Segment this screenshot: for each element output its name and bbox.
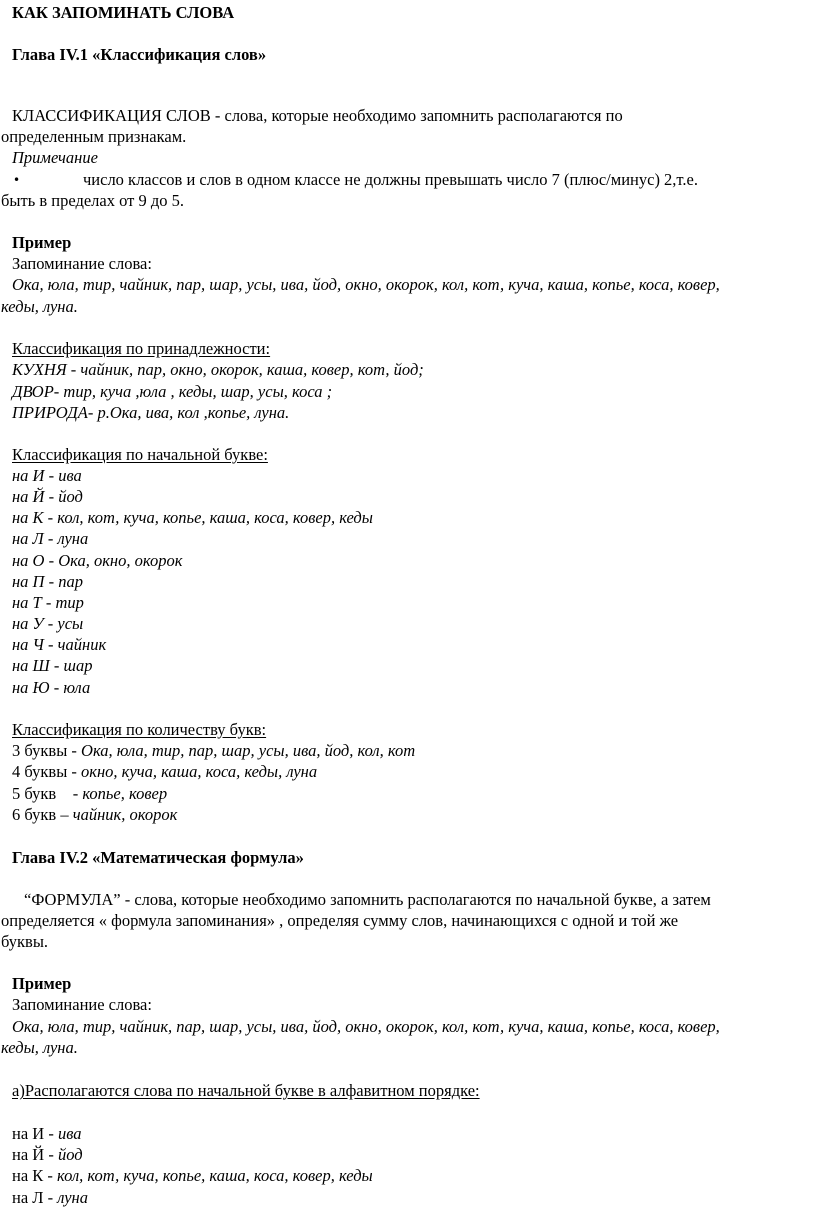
letter-count-label: 3 буквы - [12, 741, 82, 760]
alpha-row [12, 1124, 82, 1144]
document-title: КАК ЗАПОМИНАТЬ СЛОВА [12, 3, 235, 22]
first-letter-line: на О - Ока, окно, окорок [12, 551, 183, 570]
letter-count-words: чайник, окорок [72, 805, 178, 824]
alpha-label: на Й - [12, 1145, 58, 1164]
letter-count-row [12, 741, 415, 761]
ch1-memorize-label: Запоминание слова: [12, 254, 152, 273]
ch1-definition-line-1: КЛАССИФИКАЦИЯ СЛОВ - слова, которые необходимо запомнить располагаются по [12, 106, 623, 125]
alpha-words: кол, кот, куча, копье, каша, коса, ковер, кеды [57, 1166, 373, 1185]
belonging-heading: Классификация по принадлежности: [12, 339, 271, 358]
chapter-2-heading: Глава IV.2 «Математическая формула» [12, 848, 304, 867]
first-letter-line: на К - кол, кот, куча, копье, каша, коса, ковер, кеды [12, 508, 373, 527]
letter-count-row [12, 762, 317, 782]
ch1-words-line-2: кеды, луна. [1, 297, 78, 316]
alpha-words: йод [57, 1145, 83, 1164]
belonging-line: КУХНЯ - чайник, пар, окно, окорок, каша, ковер, кот, йод; [12, 360, 424, 379]
letter-count-row [12, 784, 167, 804]
ch1-words-line-1: Ока, юла, тир, чайник, пар, шар, усы, ива, йод, окно, окорок, кол, кот, куча, каша, копье, коса, ковер, [12, 275, 720, 294]
first-letter-line: на Ш - шар [12, 656, 93, 675]
first-letter-heading: Классификация по начальной букве: [12, 445, 268, 464]
alpha-words: луна [57, 1188, 88, 1207]
ch1-definition-line-2: определенным признакам. [1, 127, 187, 146]
first-letter-line: на Ч - чайник [12, 635, 107, 654]
ch1-note-line-1: число классов и слов в одном классе не должны превышать число 7 (плюс/минус) 2,т.е. [83, 170, 698, 189]
letter-count-heading: Классификация по количеству букв: [12, 720, 267, 739]
first-letter-line: на Л - луна [12, 529, 89, 548]
letter-count-row [12, 805, 177, 825]
alpha-row [12, 1145, 83, 1165]
letter-count-words: копье, ковер [82, 784, 168, 803]
ch1-note-label: Примечание [12, 148, 98, 167]
first-letter-line: на У - усы [12, 614, 84, 633]
alpha-words: ива [57, 1124, 82, 1143]
chapter-1-heading: Глава IV.1 «Классификация слов» [12, 45, 267, 64]
first-letter-line: на Й - йод [12, 487, 83, 506]
bullet-icon: • [13, 173, 21, 187]
first-letter-line: на Т - тир [12, 593, 84, 612]
ch1-example-label: Пример [12, 233, 72, 252]
alphabetical-heading: а)Располагаются слова по начальной букве в алфавитном порядке: [12, 1081, 480, 1100]
ch2-definition-line-2: определяется « формула запоминания» , определяя сумму слов, начинающихся с одной и той же [1, 911, 679, 930]
letter-count-label: 5 букв - [12, 784, 83, 803]
ch2-definition-line-1: “ФОРМУЛА” - слова, которые необходимо запомнить располагаются по начальной букве, а затем [24, 890, 711, 909]
first-letter-line: на П - пар [12, 572, 83, 591]
ch1-note-line-2: быть в пределах от 9 до 5. [1, 191, 184, 210]
ch2-words-line-1: Ока, юла, тир, чайник, пар, шар, усы, ива, йод, окно, окорок, кол, кот, куча, каша, копье, коса, ковер, [12, 1017, 720, 1036]
letter-count-words: окно, куча, каша, коса, кеды, луна [81, 762, 318, 781]
belonging-line: ДВОР- тир, куча ,юла , кеды, шар, усы, коса ; [12, 382, 333, 401]
letter-count-label: 6 букв – [12, 805, 73, 824]
alpha-row [12, 1166, 373, 1186]
first-letter-line: на Ю - юла [12, 678, 91, 697]
letter-count-label: 4 буквы - [12, 762, 82, 781]
letter-count-words: Ока, юла, тир, пар, шар, усы, ива, йод, кол, кот [81, 741, 416, 760]
ch2-definition-line-3: буквы. [1, 932, 49, 951]
alpha-label: на И - [12, 1124, 58, 1143]
ch2-memorize-label: Запоминание слова: [12, 995, 152, 1014]
alpha-row [12, 1188, 88, 1208]
ch2-words-line-2: кеды, луна. [1, 1038, 78, 1057]
alpha-label: на К - [12, 1166, 58, 1185]
alpha-label: на Л - [12, 1188, 58, 1207]
first-letter-line: на И - ива [12, 466, 82, 485]
belonging-line: ПРИРОДА- р.Ока, ива, кол ,копье, луна. [12, 403, 290, 422]
ch2-example-label: Пример [12, 974, 72, 993]
